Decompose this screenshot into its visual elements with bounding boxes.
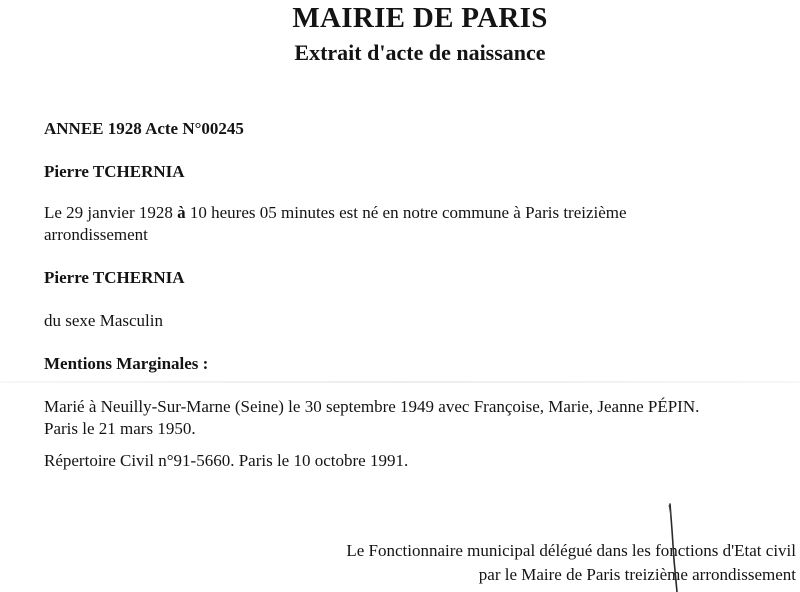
birth-statement-text-2: 10 heures 05 minutes est né en notre commune à Paris treizième xyxy=(185,203,627,222)
sex-statement: du sexe Masculin xyxy=(44,311,163,330)
mentions-heading: Mentions Marginales : xyxy=(44,354,209,373)
document-title: MAIRIE DE PARIS xyxy=(292,2,548,34)
repertoire-mention: Répertoire Civil n°91-5660. Paris le 10 octobre 1991. xyxy=(44,451,409,470)
marriage-mention-line-2: Paris le 21 mars 1950. xyxy=(44,419,196,438)
signature-line-1: Le Fonctionnaire municipal délégué dans les fonctions d'Etat civil xyxy=(346,541,796,560)
person-name-second: Pierre TCHERNIA xyxy=(44,268,185,287)
birth-statement-bold-a: à xyxy=(177,203,186,222)
birth-statement-text-1: Le 29 janvier 1928 xyxy=(44,203,178,222)
person-name-first: Pierre TCHERNIA xyxy=(44,162,185,181)
act-reference: ANNEE 1928 Acte N°00245 xyxy=(44,119,244,138)
document-subtitle: Extrait d'acte de naissance xyxy=(294,40,546,65)
signature-line-2: par le Maire de Paris treizième arrondissement xyxy=(478,565,796,584)
marriage-mention-line-1: Marié à Neuilly-Sur-Marne (Seine) le 30 septembre 1949 avec Françoise, Marie, Jeanne PÉPIN. xyxy=(44,397,700,416)
birth-statement-line-2: arrondissement xyxy=(44,225,148,244)
